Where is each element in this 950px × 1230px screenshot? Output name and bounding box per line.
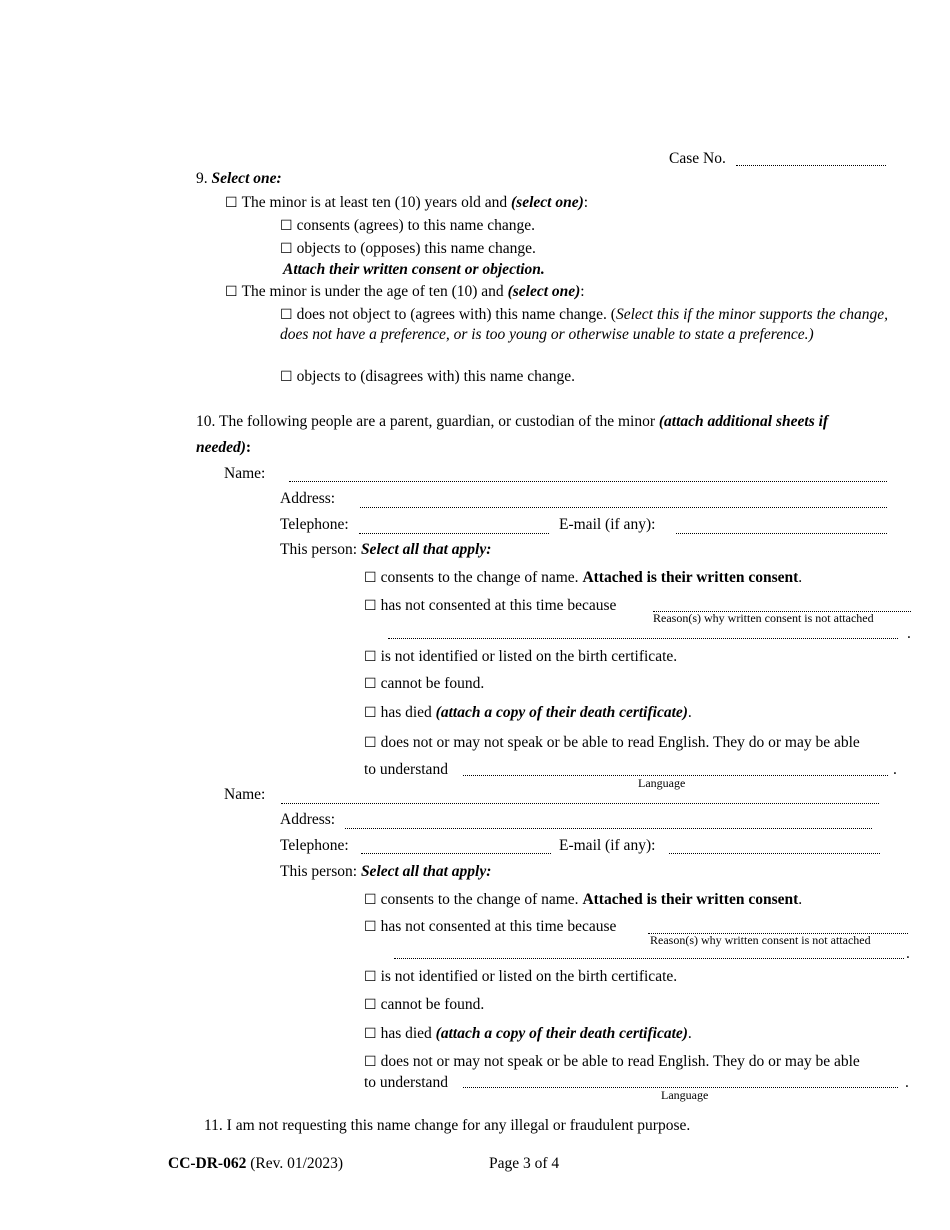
checkbox-icon[interactable]: ☐ — [280, 218, 293, 234]
case-no-field[interactable] — [736, 165, 886, 166]
person1-address-field[interactable] — [360, 507, 887, 508]
checkbox-icon[interactable]: ☐ — [364, 705, 377, 721]
person2-reason-caption: Reason(s) why written consent is not attached — [650, 933, 871, 947]
item9-option-a1[interactable]: ☐ consents (agrees) to this name change. — [280, 217, 536, 234]
person1-not-identified[interactable]: ☐ is not identified or listed on the birth certificate. — [364, 648, 678, 665]
person1-reason-field-2[interactable] — [388, 638, 898, 639]
checkbox-icon[interactable]: ☐ — [364, 570, 377, 586]
item9-option-a2[interactable]: ☐ objects to (opposes) this name change. — [280, 240, 536, 257]
person2-language-period: . — [905, 1074, 909, 1091]
footer-page: Page 3 of 4 — [489, 1155, 560, 1172]
person2-address-label: Address: — [280, 811, 336, 828]
person1-died[interactable]: ☐ has died (attach a copy of their death certificate). — [364, 704, 692, 721]
checkbox-icon[interactable]: ☐ — [364, 735, 377, 751]
person2-email-label: E-mail (if any): — [559, 837, 656, 854]
item9-option-b1[interactable]: ☐ does not object to (agrees with) this name change. (Select this if the minor supports the change, does not have a preference, or is too young or otherwise unable to state a preference.) — [280, 306, 889, 344]
checkbox-icon[interactable]: ☐ — [364, 676, 377, 692]
person2-name-field[interactable] — [281, 803, 879, 804]
person1-language-caption: Language — [638, 776, 686, 790]
person2-language-caption: Language — [661, 1088, 709, 1102]
person1-english[interactable]: ☐ does not or may not speak or be able to read English. They do or may be able — [364, 734, 860, 751]
checkbox-icon[interactable]: ☐ — [280, 241, 293, 257]
person2-english[interactable]: ☐ does not or may not speak or be able to read English. They do or may be able — [364, 1053, 860, 1070]
person2-not-consented[interactable]: ☐ has not consented at this time because — [364, 918, 617, 935]
checkbox-icon[interactable]: ☐ — [364, 969, 377, 985]
item11-text: 11. I am not requesting this name change for any illegal or fraudulent purpose. — [204, 1117, 691, 1134]
item9-option-a[interactable]: ☐ The minor is at least ten (10) years old and (select one): — [225, 194, 589, 211]
person1-name-field[interactable] — [289, 481, 887, 482]
checkbox-icon[interactable]: ☐ — [364, 892, 377, 908]
person2-consents[interactable]: ☐ consents to the change of name. Attached is their written consent. — [364, 891, 803, 908]
checkbox-icon[interactable]: ☐ — [225, 195, 238, 211]
person2-name-label: Name: — [224, 786, 266, 803]
person1-telephone-label: Telephone: — [280, 516, 349, 533]
person1-address-label: Address: — [280, 490, 336, 507]
checkbox-icon[interactable]: ☐ — [364, 1026, 377, 1042]
checkbox-icon[interactable]: ☐ — [364, 598, 377, 614]
item9-heading: 9. Select one: — [196, 170, 282, 187]
person1-consents[interactable]: ☐ consents to the change of name. Attached is their written consent. — [364, 569, 803, 586]
person1-name-label: Name: — [224, 465, 266, 482]
person1-language-period: . — [893, 761, 897, 778]
person1-reason-caption: Reason(s) why written consent is not attached — [653, 611, 874, 625]
person2-email-field[interactable] — [669, 853, 880, 854]
person1-this-person: This person: Select all that apply: — [280, 541, 492, 558]
person1-understand: to understand — [364, 761, 448, 778]
person2-died[interactable]: ☐ has died (attach a copy of their death certificate). — [364, 1025, 692, 1042]
person1-telephone-field[interactable] — [359, 533, 549, 534]
person1-email-field[interactable] — [676, 533, 887, 534]
case-no-label: Case No. — [669, 150, 726, 167]
item10-intro-cont: needed): — [196, 439, 252, 456]
person2-this-person: This person: Select all that apply: — [280, 863, 492, 880]
item9-option-b2[interactable]: ☐ objects to (disagrees with) this name change. — [280, 368, 576, 385]
checkbox-icon[interactable]: ☐ — [364, 1054, 377, 1070]
checkbox-icon[interactable]: ☐ — [364, 649, 377, 665]
checkbox-icon[interactable]: ☐ — [364, 919, 377, 935]
checkbox-icon[interactable]: ☐ — [280, 307, 293, 323]
checkbox-icon[interactable]: ☐ — [225, 284, 238, 300]
person2-telephone-label: Telephone: — [280, 837, 349, 854]
footer-form-id: CC-DR-062 (Rev. 01/2023) — [168, 1155, 344, 1172]
checkbox-icon[interactable]: ☐ — [280, 369, 293, 385]
checkbox-icon[interactable]: ☐ — [364, 997, 377, 1013]
person1-not-consented[interactable]: ☐ has not consented at this time because — [364, 597, 617, 614]
person1-email-label: E-mail (if any): — [559, 516, 656, 533]
person2-reason-field-2[interactable] — [394, 958, 904, 959]
person2-not-identified[interactable]: ☐ is not identified or listed on the birth certificate. — [364, 968, 678, 985]
person2-cannot-find[interactable]: ☐ cannot be found. — [364, 996, 485, 1013]
attach-note: Attach their written consent or objection. — [283, 261, 545, 278]
person1-cannot-find[interactable]: ☐ cannot be found. — [364, 675, 485, 692]
person2-address-field[interactable] — [345, 828, 872, 829]
person2-understand: to understand — [364, 1074, 448, 1091]
item10-intro: 10. The following people are a parent, guardian, or custodian of the minor (attach additional sheets if — [196, 413, 829, 430]
person2-telephone-field[interactable] — [361, 853, 551, 854]
item9-option-b[interactable]: ☐ The minor is under the age of ten (10) and (select one): — [225, 283, 585, 300]
person1-reason-period: . — [907, 625, 911, 642]
person2-reason-period: . — [906, 945, 910, 962]
